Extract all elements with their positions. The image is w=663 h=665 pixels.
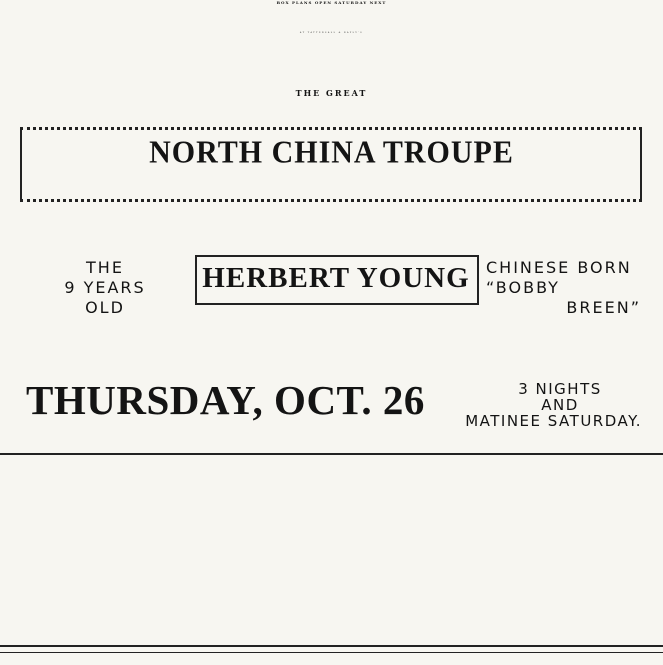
chinese-born-line: BREEN” bbox=[566, 298, 641, 317]
troupe-title: NORTH CHINA TROUPE bbox=[149, 135, 514, 170]
bottom-divider-thin bbox=[0, 652, 663, 653]
opening-date: THURSDAY, OCT. 26 bbox=[26, 377, 425, 423]
age-line: 9 YEARS bbox=[64, 278, 146, 297]
dotted-rule-top bbox=[20, 127, 642, 130]
chinese-born-line: CHINESE BORN bbox=[486, 258, 632, 277]
chinese-born-line: “BOBBY bbox=[486, 278, 560, 297]
star-name: HERBERT YOUNG bbox=[202, 262, 470, 294]
divider bbox=[0, 453, 663, 455]
nights-line: AND bbox=[541, 396, 579, 414]
age-label bbox=[50, 258, 160, 318]
bottom-divider bbox=[0, 645, 663, 647]
nights-line: MATINEE SATURDAY. bbox=[465, 412, 642, 430]
the-great-heading: THE GREAT bbox=[295, 88, 368, 98]
venue-line: AT TATTERSALL & BAYLY'S bbox=[299, 32, 364, 34]
box-plans-heading: BOX PLANS OPEN SATURDAY NEXT bbox=[276, 0, 387, 5]
age-line: THE bbox=[86, 258, 124, 277]
nights-line: 3 NIGHTS bbox=[518, 380, 602, 398]
chinese-born-label bbox=[480, 258, 655, 318]
nights-info bbox=[460, 381, 660, 429]
age-line: OLD bbox=[85, 298, 125, 317]
dotted-rule-bottom bbox=[20, 199, 642, 202]
